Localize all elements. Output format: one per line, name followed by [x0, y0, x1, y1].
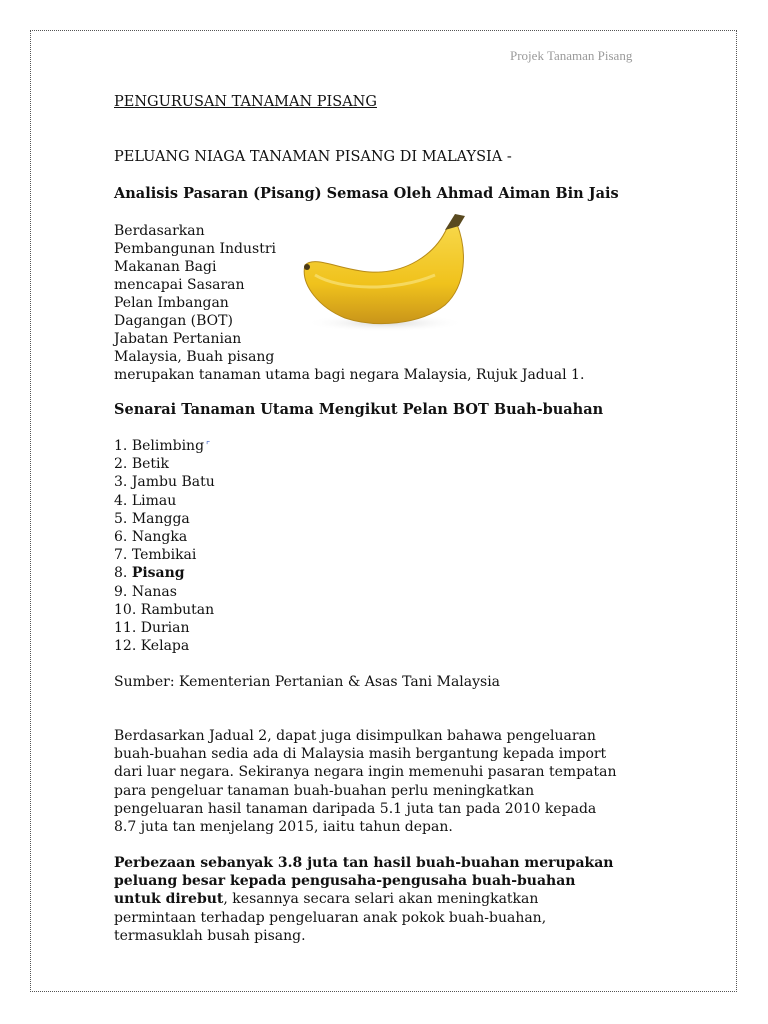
- list-item: 4. Limau: [114, 492, 177, 509]
- section-heading-opportunity: PELUANG NIAGA TANAMAN PISANG DI MALAYSIA -: [114, 149, 512, 165]
- list-item: 3. Jambu Batu: [114, 474, 215, 491]
- page-header: Projek Tanaman Pisang: [510, 48, 633, 63]
- intro-line: Jabatan Pertanian: [114, 331, 242, 347]
- intro-line: Dagangan (BOT): [114, 313, 233, 329]
- banana-image: [295, 210, 475, 335]
- list-item: 5. Mangga: [114, 510, 190, 527]
- intro-line: Pelan Imbangan: [114, 295, 229, 311]
- intro-line: mencapai Sasaran: [114, 277, 245, 293]
- paragraph-opportunity: Perbezaan sebanyak 3.8 juta tan hasil buah-buahan merupakan peluang besar kepada pengusaha-pengusaha buah-buahan untuk direbut, kesannya secara selari akan meningkatkan permintaan terhadap pengeluaran anak pokok buah-buahan, termasuklah busah pisang.: [114, 855, 614, 944]
- list-item: 9. Nanas: [114, 583, 177, 600]
- list-item: 11. Durian: [114, 619, 190, 636]
- crop-list: [114, 437, 215, 655]
- paragraph-import: Berdasarkan Jadual 2, dapat juga disimpulkan bahawa pengeluaran buah-buahan sedia ada di Malaysia masih bergantung kepada import dari luar negara. Sekiranya negara ingin memenuhi pasaran tempatan para pengeluar tanaman buah-buahan perlu meningkatkan pengeluaran hasil tanaman daripada 5.1 juta tan pada 2010 kepada 8.7 juta tan menjelang 2015, iaitu tahun depan.: [114, 728, 617, 835]
- source-note: Sumber: Kementerian Pertanian & Asas Tani Malaysia: [114, 674, 501, 690]
- list-item: 7. Tembikai: [114, 547, 197, 564]
- list-item: 1. Belimbing ⌜: [114, 438, 211, 454]
- list-item: 12. Kelapa: [114, 638, 190, 655]
- intro-line: Malaysia, Buah pisang: [114, 349, 275, 365]
- list-item: 8. Pisang: [114, 565, 185, 582]
- comment-marker-icon[interactable]: ⌜: [206, 441, 211, 451]
- list-item: 2. Betik: [114, 456, 169, 473]
- section-heading-analysis: Analisis Pasaran (Pisang) Semasa Oleh Ahmad Aiman Bin Jais: [114, 185, 619, 202]
- intro-line: Berdasarkan: [114, 223, 205, 239]
- document-title: PENGURUSAN TANAMAN PISANG: [114, 94, 377, 110]
- intro-line: merupakan tanaman utama bagi negara Malaysia, Rujuk Jadual 1.: [114, 367, 585, 383]
- list-item: 10. Rambutan: [114, 601, 215, 618]
- intro-line: Pembangunan Industri: [114, 241, 276, 257]
- list-heading: Senarai Tanaman Utama Mengikut Pelan BOT Buah-buahan: [114, 401, 604, 418]
- intro-line: Makanan Bagi: [114, 259, 217, 275]
- list-item: 6. Nangka: [114, 528, 188, 545]
- banana-icon: [295, 210, 475, 335]
